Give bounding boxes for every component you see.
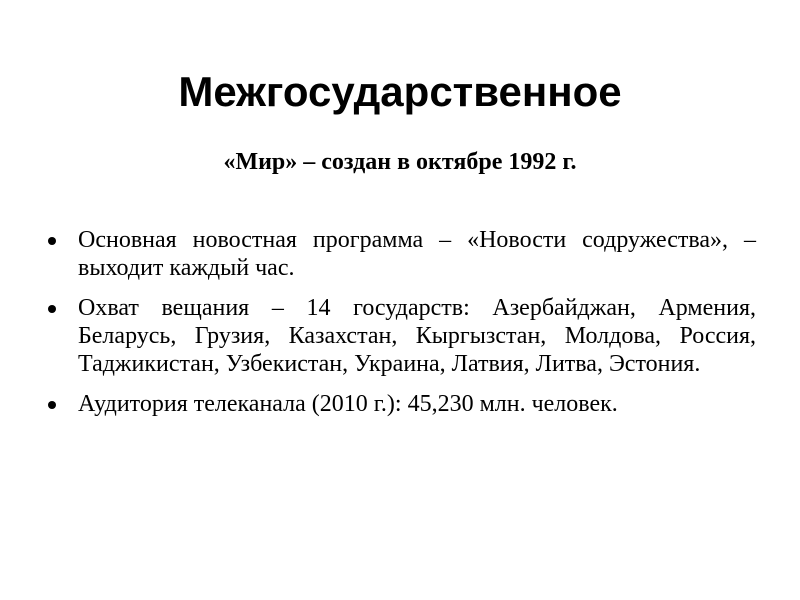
list-item: [46, 390, 756, 418]
bullet-text: Основная новостная программа – «Новости содружества», – выходит каждый час.: [78, 227, 756, 281]
bullet-icon: [48, 401, 56, 409]
list-item: [46, 226, 756, 282]
bullet-list: [46, 226, 756, 430]
slide-title: Межгосударственное: [178, 68, 622, 115]
bullet-icon: [48, 237, 56, 245]
list-item: [46, 294, 756, 378]
bullet-text: Охват вещания – 14 государств: Азербайджан, Армения, Беларусь, Грузия, Казахстан, Кыргызстан, Молдова, Россия, Таджикистан, Узбекистан, Украина, Латвия, Литва, Эстония.: [78, 295, 756, 377]
bullet-icon: [48, 305, 56, 313]
slide-subtitle: «Мир» – создан в октябре 1992 г.: [223, 149, 577, 175]
bullet-text: Аудитория телеканала (2010 г.): 45,230 млн. человек.: [78, 391, 618, 417]
